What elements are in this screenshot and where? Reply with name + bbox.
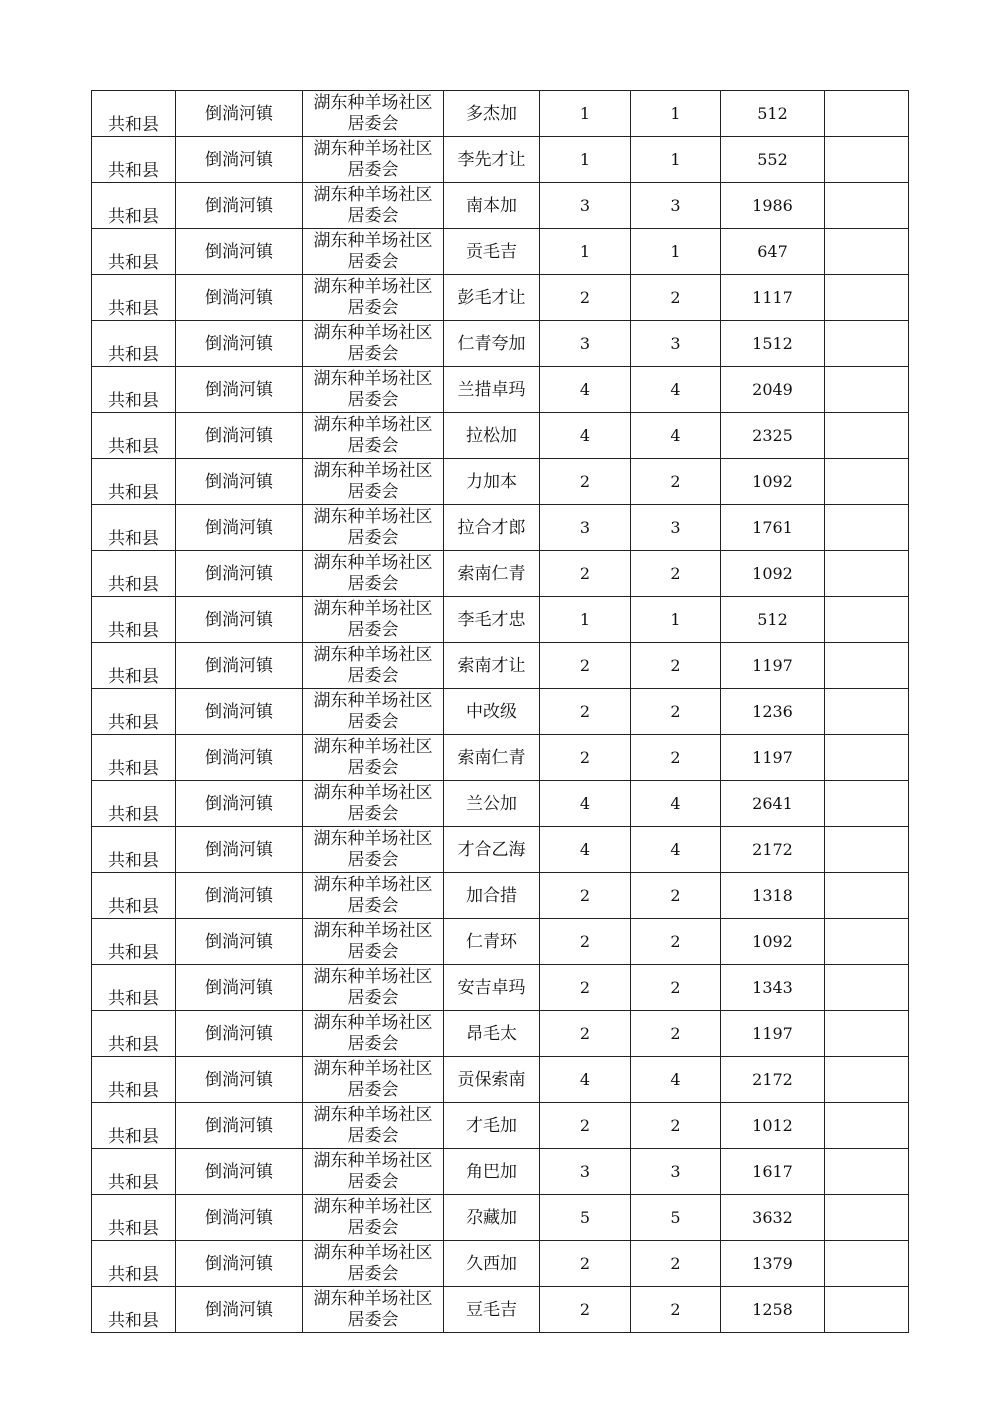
community-cell xyxy=(303,827,444,873)
name-cell: 兰公加 xyxy=(444,781,540,827)
community-line1: 湖东种羊场社区 xyxy=(313,552,433,573)
town-cell: 倒淌河镇 xyxy=(176,1011,303,1057)
community-cell xyxy=(303,1011,444,1057)
persons-cell: 3 xyxy=(631,321,721,367)
community-cell xyxy=(303,735,444,781)
town-cell: 倒淌河镇 xyxy=(176,183,303,229)
community-line1: 湖东种羊场社区 xyxy=(313,1196,433,1217)
community-cell xyxy=(303,919,444,965)
name-cell: 索南才让 xyxy=(444,643,540,689)
town-cell: 倒淌河镇 xyxy=(176,91,303,137)
persons-cell: 2 xyxy=(631,1011,721,1057)
remark-cell xyxy=(825,551,909,597)
name-cell: 李毛才忠 xyxy=(444,597,540,643)
persons-cell: 2 xyxy=(631,459,721,505)
community-line2: 居委会 xyxy=(347,159,399,180)
town-cell: 倒淌河镇 xyxy=(176,597,303,643)
community-line1: 湖东种羊场社区 xyxy=(313,598,433,619)
county-cell: 共和县 xyxy=(92,91,176,137)
community-cell xyxy=(303,1149,444,1195)
persons-cell: 1 xyxy=(631,229,721,275)
county-cell: 共和县 xyxy=(92,689,176,735)
community-line2: 居委会 xyxy=(347,1263,399,1284)
households-cell: 2 xyxy=(540,551,631,597)
community-line1: 湖东种羊场社区 xyxy=(313,506,433,527)
county-cell: 共和县 xyxy=(92,873,176,919)
households-cell: 3 xyxy=(540,183,631,229)
amount-cell: 3632 xyxy=(721,1195,825,1241)
persons-cell: 4 xyxy=(631,827,721,873)
households-cell: 1 xyxy=(540,229,631,275)
persons-cell: 2 xyxy=(631,1241,721,1287)
name-cell: 才毛加 xyxy=(444,1103,540,1149)
households-cell: 2 xyxy=(540,1011,631,1057)
remark-cell xyxy=(825,137,909,183)
households-cell: 2 xyxy=(540,735,631,781)
households-cell: 4 xyxy=(540,827,631,873)
town-cell: 倒淌河镇 xyxy=(176,551,303,597)
name-cell: 尕藏加 xyxy=(444,1195,540,1241)
amount-cell: 552 xyxy=(721,137,825,183)
name-cell: 仁青环 xyxy=(444,919,540,965)
community-line1: 湖东种羊场社区 xyxy=(313,874,433,895)
town-cell: 倒淌河镇 xyxy=(176,459,303,505)
county-cell: 共和县 xyxy=(92,1057,176,1103)
name-cell: 中改级 xyxy=(444,689,540,735)
name-cell: 索南仁青 xyxy=(444,551,540,597)
amount-cell: 1761 xyxy=(721,505,825,551)
county-cell: 共和县 xyxy=(92,321,176,367)
community-line2: 居委会 xyxy=(347,113,399,134)
households-cell: 2 xyxy=(540,965,631,1011)
community-line1: 湖东种羊场社区 xyxy=(313,1012,433,1033)
town-cell: 倒淌河镇 xyxy=(176,643,303,689)
town-cell: 倒淌河镇 xyxy=(176,321,303,367)
community-cell xyxy=(303,873,444,919)
table-row xyxy=(92,367,909,413)
amount-cell: 1197 xyxy=(721,735,825,781)
community-line2: 居委会 xyxy=(347,1309,399,1330)
persons-cell: 4 xyxy=(631,413,721,459)
county-cell: 共和县 xyxy=(92,827,176,873)
households-cell: 4 xyxy=(540,367,631,413)
persons-cell: 3 xyxy=(631,505,721,551)
remark-cell xyxy=(825,1011,909,1057)
name-cell: 多杰加 xyxy=(444,91,540,137)
amount-cell: 512 xyxy=(721,597,825,643)
community-line2: 居委会 xyxy=(347,297,399,318)
town-cell: 倒淌河镇 xyxy=(176,1195,303,1241)
amount-cell: 2049 xyxy=(721,367,825,413)
persons-cell: 4 xyxy=(631,367,721,413)
persons-cell: 2 xyxy=(631,643,721,689)
community-cell xyxy=(303,459,444,505)
community-line1: 湖东种羊场社区 xyxy=(313,460,433,481)
amount-cell: 1117 xyxy=(721,275,825,321)
community-line2: 居委会 xyxy=(347,481,399,502)
persons-cell: 4 xyxy=(631,781,721,827)
community-cell xyxy=(303,505,444,551)
community-cell xyxy=(303,1287,444,1333)
table-row xyxy=(92,321,909,367)
community-line1: 湖东种羊场社区 xyxy=(313,1288,433,1309)
town-cell: 倒淌河镇 xyxy=(176,1103,303,1149)
community-line2: 居委会 xyxy=(347,573,399,594)
persons-cell: 1 xyxy=(631,597,721,643)
community-line2: 居委会 xyxy=(347,1217,399,1238)
table-row xyxy=(92,91,909,137)
community-line2: 居委会 xyxy=(347,343,399,364)
table-row xyxy=(92,597,909,643)
households-cell: 3 xyxy=(540,1149,631,1195)
persons-cell: 4 xyxy=(631,1057,721,1103)
persons-cell: 2 xyxy=(631,1287,721,1333)
table-row xyxy=(92,827,909,873)
table-row xyxy=(92,689,909,735)
persons-cell: 1 xyxy=(631,137,721,183)
community-cell xyxy=(303,643,444,689)
community-line1: 湖东种羊场社区 xyxy=(313,690,433,711)
remark-cell xyxy=(825,1241,909,1287)
community-line2: 居委会 xyxy=(347,205,399,226)
community-cell xyxy=(303,597,444,643)
amount-cell: 1092 xyxy=(721,459,825,505)
community-line2: 居委会 xyxy=(347,757,399,778)
name-cell: 才合乙海 xyxy=(444,827,540,873)
community-line1: 湖东种羊场社区 xyxy=(313,92,433,113)
amount-cell: 2172 xyxy=(721,1057,825,1103)
table-row xyxy=(92,1103,909,1149)
table-row xyxy=(92,1011,909,1057)
town-cell: 倒淌河镇 xyxy=(176,919,303,965)
name-cell: 李先才让 xyxy=(444,137,540,183)
town-cell: 倒淌河镇 xyxy=(176,965,303,1011)
remark-cell xyxy=(825,275,909,321)
community-cell xyxy=(303,1195,444,1241)
community-line2: 居委会 xyxy=(347,987,399,1008)
town-cell: 倒淌河镇 xyxy=(176,137,303,183)
remark-cell xyxy=(825,1103,909,1149)
households-cell: 2 xyxy=(540,275,631,321)
community-line1: 湖东种羊场社区 xyxy=(313,230,433,251)
name-cell: 久西加 xyxy=(444,1241,540,1287)
community-line1: 湖东种羊场社区 xyxy=(313,828,433,849)
name-cell: 安吉卓玛 xyxy=(444,965,540,1011)
community-line2: 居委会 xyxy=(347,1171,399,1192)
community-line1: 湖东种羊场社区 xyxy=(313,1104,433,1125)
community-cell xyxy=(303,229,444,275)
households-cell: 2 xyxy=(540,873,631,919)
persons-cell: 1 xyxy=(631,91,721,137)
remark-cell xyxy=(825,1057,909,1103)
community-line2: 居委会 xyxy=(347,941,399,962)
table-row xyxy=(92,1241,909,1287)
persons-cell: 2 xyxy=(631,1103,721,1149)
table-row xyxy=(92,551,909,597)
households-cell: 1 xyxy=(540,137,631,183)
town-cell: 倒淌河镇 xyxy=(176,505,303,551)
name-cell: 加合措 xyxy=(444,873,540,919)
town-cell: 倒淌河镇 xyxy=(176,367,303,413)
community-cell xyxy=(303,1057,444,1103)
remark-cell xyxy=(825,1195,909,1241)
remark-cell xyxy=(825,689,909,735)
community-line1: 湖东种羊场社区 xyxy=(313,920,433,941)
name-cell: 昂毛太 xyxy=(444,1011,540,1057)
remark-cell xyxy=(825,919,909,965)
persons-cell: 3 xyxy=(631,1149,721,1195)
community-line2: 居委会 xyxy=(347,849,399,870)
households-cell: 1 xyxy=(540,597,631,643)
county-cell: 共和县 xyxy=(92,1011,176,1057)
community-line1: 湖东种羊场社区 xyxy=(313,1242,433,1263)
county-cell: 共和县 xyxy=(92,1241,176,1287)
households-cell: 2 xyxy=(540,643,631,689)
table-row xyxy=(92,413,909,459)
name-cell: 豆毛吉 xyxy=(444,1287,540,1333)
community-cell xyxy=(303,1241,444,1287)
community-cell xyxy=(303,183,444,229)
persons-cell: 2 xyxy=(631,551,721,597)
community-cell xyxy=(303,91,444,137)
community-line2: 居委会 xyxy=(347,619,399,640)
remark-cell xyxy=(825,505,909,551)
town-cell: 倒淌河镇 xyxy=(176,413,303,459)
community-cell xyxy=(303,137,444,183)
persons-cell: 2 xyxy=(631,275,721,321)
households-cell: 2 xyxy=(540,1287,631,1333)
county-cell: 共和县 xyxy=(92,367,176,413)
community-line2: 居委会 xyxy=(347,895,399,916)
amount-cell: 1617 xyxy=(721,1149,825,1195)
community-cell xyxy=(303,689,444,735)
remark-cell xyxy=(825,367,909,413)
town-cell: 倒淌河镇 xyxy=(176,827,303,873)
community-line2: 居委会 xyxy=(347,527,399,548)
community-line2: 居委会 xyxy=(347,251,399,272)
town-cell: 倒淌河镇 xyxy=(176,1287,303,1333)
community-line1: 湖东种羊场社区 xyxy=(313,184,433,205)
county-cell: 共和县 xyxy=(92,597,176,643)
community-cell xyxy=(303,367,444,413)
community-line1: 湖东种羊场社区 xyxy=(313,966,433,987)
table-row xyxy=(92,643,909,689)
amount-cell: 1092 xyxy=(721,551,825,597)
table-row xyxy=(92,137,909,183)
amount-cell: 1197 xyxy=(721,1011,825,1057)
remark-cell xyxy=(825,597,909,643)
amount-cell: 1318 xyxy=(721,873,825,919)
amount-cell: 1343 xyxy=(721,965,825,1011)
subsidy-table xyxy=(91,90,909,1333)
town-cell: 倒淌河镇 xyxy=(176,689,303,735)
persons-cell: 2 xyxy=(631,965,721,1011)
amount-cell: 2325 xyxy=(721,413,825,459)
name-cell: 仁青夸加 xyxy=(444,321,540,367)
amount-cell: 1236 xyxy=(721,689,825,735)
community-cell xyxy=(303,275,444,321)
name-cell: 贡保索南 xyxy=(444,1057,540,1103)
town-cell: 倒淌河镇 xyxy=(176,229,303,275)
remark-cell xyxy=(825,827,909,873)
name-cell: 彭毛才让 xyxy=(444,275,540,321)
community-line2: 居委会 xyxy=(347,389,399,410)
households-cell: 4 xyxy=(540,781,631,827)
households-cell: 4 xyxy=(540,413,631,459)
remark-cell xyxy=(825,1149,909,1195)
table-row xyxy=(92,1287,909,1333)
remark-cell xyxy=(825,735,909,781)
community-cell xyxy=(303,413,444,459)
table-row xyxy=(92,1149,909,1195)
remark-cell xyxy=(825,643,909,689)
name-cell: 拉合才郎 xyxy=(444,505,540,551)
community-line1: 湖东种羊场社区 xyxy=(313,1058,433,1079)
community-line1: 湖东种羊场社区 xyxy=(313,644,433,665)
remark-cell xyxy=(825,183,909,229)
county-cell: 共和县 xyxy=(92,1195,176,1241)
name-cell: 力加本 xyxy=(444,459,540,505)
county-cell: 共和县 xyxy=(92,1287,176,1333)
town-cell: 倒淌河镇 xyxy=(176,1149,303,1195)
remark-cell xyxy=(825,459,909,505)
town-cell: 倒淌河镇 xyxy=(176,1057,303,1103)
county-cell: 共和县 xyxy=(92,505,176,551)
community-cell xyxy=(303,1103,444,1149)
persons-cell: 5 xyxy=(631,1195,721,1241)
community-line1: 湖东种羊场社区 xyxy=(313,1150,433,1171)
community-line1: 湖东种羊场社区 xyxy=(313,322,433,343)
town-cell: 倒淌河镇 xyxy=(176,735,303,781)
community-line1: 湖东种羊场社区 xyxy=(313,782,433,803)
community-line1: 湖东种羊场社区 xyxy=(313,368,433,389)
community-line1: 湖东种羊场社区 xyxy=(313,414,433,435)
table-row xyxy=(92,459,909,505)
amount-cell: 647 xyxy=(721,229,825,275)
town-cell: 倒淌河镇 xyxy=(176,1241,303,1287)
county-cell: 共和县 xyxy=(92,919,176,965)
amount-cell: 1986 xyxy=(721,183,825,229)
remark-cell xyxy=(825,229,909,275)
county-cell: 共和县 xyxy=(92,183,176,229)
table-row xyxy=(92,183,909,229)
county-cell: 共和县 xyxy=(92,1149,176,1195)
community-line1: 湖东种羊场社区 xyxy=(313,138,433,159)
name-cell: 南本加 xyxy=(444,183,540,229)
remark-cell xyxy=(825,873,909,919)
table-row xyxy=(92,965,909,1011)
households-cell: 1 xyxy=(540,91,631,137)
town-cell: 倒淌河镇 xyxy=(176,873,303,919)
county-cell: 共和县 xyxy=(92,965,176,1011)
table-body xyxy=(92,91,909,1333)
table-row xyxy=(92,1195,909,1241)
name-cell: 索南仁青 xyxy=(444,735,540,781)
persons-cell: 2 xyxy=(631,735,721,781)
households-cell: 4 xyxy=(540,1057,631,1103)
community-line2: 居委会 xyxy=(347,711,399,732)
amount-cell: 1012 xyxy=(721,1103,825,1149)
town-cell: 倒淌河镇 xyxy=(176,275,303,321)
households-cell: 5 xyxy=(540,1195,631,1241)
community-line2: 居委会 xyxy=(347,1033,399,1054)
remark-cell xyxy=(825,965,909,1011)
persons-cell: 2 xyxy=(631,919,721,965)
amount-cell: 1197 xyxy=(721,643,825,689)
amount-cell: 1379 xyxy=(721,1241,825,1287)
community-cell xyxy=(303,965,444,1011)
county-cell: 共和县 xyxy=(92,735,176,781)
community-line2: 居委会 xyxy=(347,1125,399,1146)
county-cell: 共和县 xyxy=(92,275,176,321)
households-cell: 2 xyxy=(540,919,631,965)
table-row xyxy=(92,229,909,275)
persons-cell: 2 xyxy=(631,689,721,735)
table-row xyxy=(92,919,909,965)
community-line2: 居委会 xyxy=(347,1079,399,1100)
community-line2: 居委会 xyxy=(347,803,399,824)
amount-cell: 512 xyxy=(721,91,825,137)
table-row xyxy=(92,781,909,827)
community-cell xyxy=(303,551,444,597)
table-row xyxy=(92,505,909,551)
community-line2: 居委会 xyxy=(347,435,399,456)
table-row xyxy=(92,275,909,321)
amount-cell: 1512 xyxy=(721,321,825,367)
county-cell: 共和县 xyxy=(92,413,176,459)
name-cell: 贡毛吉 xyxy=(444,229,540,275)
remark-cell xyxy=(825,321,909,367)
households-cell: 2 xyxy=(540,1103,631,1149)
remark-cell xyxy=(825,1287,909,1333)
amount-cell: 1258 xyxy=(721,1287,825,1333)
community-cell xyxy=(303,781,444,827)
amount-cell: 2172 xyxy=(721,827,825,873)
community-line2: 居委会 xyxy=(347,665,399,686)
name-cell: 兰措卓玛 xyxy=(444,367,540,413)
remark-cell xyxy=(825,91,909,137)
community-line1: 湖东种羊场社区 xyxy=(313,276,433,297)
table-row xyxy=(92,735,909,781)
county-cell: 共和县 xyxy=(92,229,176,275)
households-cell: 2 xyxy=(540,689,631,735)
name-cell: 拉松加 xyxy=(444,413,540,459)
county-cell: 共和县 xyxy=(92,137,176,183)
persons-cell: 2 xyxy=(631,873,721,919)
county-cell: 共和县 xyxy=(92,781,176,827)
persons-cell: 3 xyxy=(631,183,721,229)
households-cell: 2 xyxy=(540,1241,631,1287)
remark-cell xyxy=(825,413,909,459)
town-cell: 倒淌河镇 xyxy=(176,781,303,827)
households-cell: 2 xyxy=(540,459,631,505)
remark-cell xyxy=(825,781,909,827)
county-cell: 共和县 xyxy=(92,459,176,505)
amount-cell: 1092 xyxy=(721,919,825,965)
households-cell: 3 xyxy=(540,505,631,551)
community-cell xyxy=(303,321,444,367)
amount-cell: 2641 xyxy=(721,781,825,827)
county-cell: 共和县 xyxy=(92,1103,176,1149)
households-cell: 3 xyxy=(540,321,631,367)
county-cell: 共和县 xyxy=(92,551,176,597)
table-row xyxy=(92,873,909,919)
community-line1: 湖东种羊场社区 xyxy=(313,736,433,757)
name-cell: 角巴加 xyxy=(444,1149,540,1195)
table-row xyxy=(92,1057,909,1103)
county-cell: 共和县 xyxy=(92,643,176,689)
